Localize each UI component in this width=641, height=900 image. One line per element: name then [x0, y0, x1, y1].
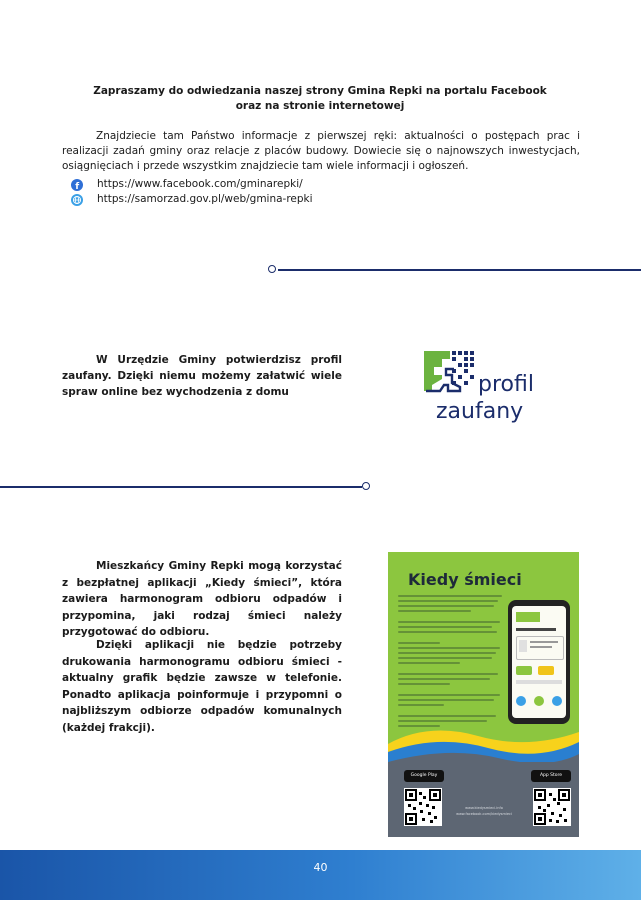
svg-text:f: f — [75, 181, 80, 191]
profil-paragraph: W Urzędzie Gminy potwierdzisz profil zaufany. Dzięki niemu możemy załatwić wiele spraw online bez wychodzenia z domu — [62, 354, 342, 398]
app-store-badge: App Store — [531, 770, 571, 782]
page-number: 40 — [313, 861, 328, 874]
smieci-paragraph-1: Mieszkańcy Gminy Repki mogą korzystać z bezpłatnej aplikacji „Kiedy śmieci”, która zawiera harmonogram odbioru odpadów i przypomina, jaki rodzaj śmieci należy przygotować do odbioru. — [62, 560, 342, 638]
qr-code-google — [404, 788, 442, 826]
phone-illustration — [508, 600, 570, 724]
facebook-link-text[interactable]: https://www.facebook.com/gminarepki/ — [97, 178, 303, 190]
facebook-paragraph: Znajdziecie tam Państwo informacje z pierwszej ręki: aktualności o postępach prac i realizacji zadań gminy oraz relacje z placów budowy. Dowiecie się o najnowszych inwestycjach, osiągnięciach i przede wszystkim znajdziecie tam wiele informacji i ogłoszeń. — [62, 130, 580, 172]
website-link-text[interactable]: https://samorzad.gov.pl/web/gmina-repki — [97, 193, 313, 205]
facebook-heading — [70, 84, 570, 114]
footer-bar — [0, 850, 641, 900]
heading-line-2: oraz na stronie internetowej — [235, 100, 405, 112]
kiedy-smieci-poster — [388, 552, 579, 837]
facebook-link[interactable] — [71, 177, 303, 192]
divider-dot — [268, 265, 276, 273]
qr-code-appstore — [533, 788, 571, 826]
divider-line — [0, 486, 362, 488]
logo-word-1: profil — [478, 372, 534, 397]
smieci-paragraph-2: Dzięki aplikacji nie będzie potrzeby drukowania harmonogramu odbioru śmieci - aktualny grafik będzie zawsze w telefonie. Ponadto aplikacja poinformuje i przypomni o najbliższym odbiorze odpadów komunalnych (każdej frakcji). — [62, 639, 342, 734]
facebook-icon — [71, 179, 83, 191]
poster-title: Kiedy śmieci — [408, 570, 522, 589]
google-play-badge: Google Play — [404, 770, 444, 782]
heading-line-1: Zapraszamy do odwiedzania naszej strony Gmina Repki na portalu Facebook — [93, 85, 547, 97]
logo-word-2: zaufany — [436, 399, 524, 424]
divider-line — [278, 269, 641, 271]
divider-dot — [362, 482, 370, 490]
globe-icon — [71, 194, 83, 206]
poster-url-2: www.facebook.com/kiedysmieci — [456, 812, 512, 816]
poster-url-1: www.kiedysmieci.info — [465, 806, 503, 810]
poster-body-text — [398, 595, 502, 730]
profil-zaufany-logo — [420, 345, 555, 430]
website-link[interactable] — [71, 192, 313, 207]
